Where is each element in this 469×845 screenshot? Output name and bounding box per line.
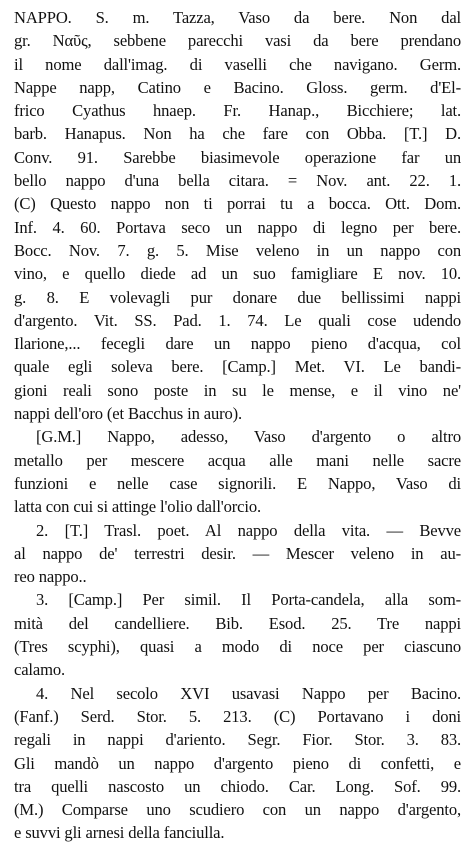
text-line: tra quelli nascosto un chiodo. Car. Long. Sof. 99. — [14, 776, 461, 796]
text-line: NAPPO. S. m. Tazza, Vaso da bere. Non dal — [14, 8, 461, 27]
text-line: calamo. — [14, 660, 66, 680]
text-line: Nappe napp, Catino e Bacino. Gloss. germ. d'El- — [14, 77, 461, 97]
text-line: bello nappo d'una bella citara. = Nov. ant. 22. 1. — [14, 171, 461, 191]
text-line: (Tres scyphi), quasi a modo di noce per ciascuno — [14, 637, 461, 657]
text-line: funzioni e nelle case signorili. E Nappo, Vaso di — [14, 473, 461, 493]
text-line: Bocc. Nov. 7. g. 5. Mise veleno in un nappo con — [14, 240, 461, 260]
text-line: Inf. 4. 60. Portava seco un nappo di legno per bere. — [14, 217, 461, 237]
text-line: regali in nappi d'ariento. Segr. Fior. Stor. 3. 83. — [14, 730, 461, 750]
text-line: reo nappo.. — [14, 567, 87, 587]
text-line: vino, e quello diede ad un suo famigliare E nov. 10. — [14, 264, 461, 284]
text-line: frico Cyathus hnaep. Fr. Hanap., Bicchiere; lat. — [14, 101, 461, 121]
text-line: g. 8. E volevagli pur donare due bellissimi nappi — [14, 287, 461, 307]
text-line: metallo per mescere acqua alle mani nelle sacre — [14, 450, 461, 470]
text-line: 2. [T.] Trasl. poet. Al nappo della vita. — Bevve — [36, 520, 461, 540]
text-line: quale egli soleva bere. [Camp.] Met. VI. Le bandi- — [14, 357, 461, 377]
text-line: barb. Hanapus. Non ha che fare con Obba. [T.] D. — [14, 124, 461, 144]
text-line: nappi dell'oro (et Bacchus in auro). — [14, 404, 242, 424]
text-line: gr. Ναῦς, sebbene parecchi vasi da bere prendano — [14, 31, 461, 51]
text-line: d'argento. Vit. SS. Pad. 1. 74. Le quali cose udendo — [14, 310, 461, 330]
text-line: Conv. 91. Sarebbe biasimevole operazione far un — [14, 147, 461, 167]
text-line: e suvvi gli arnesi della fanciulla. — [14, 823, 225, 843]
text-line: mità del candelliere. Bib. Esod. 25. Tre nappi — [14, 613, 461, 633]
text-line: latta con cui si attinge l'olio dall'orcio. — [14, 497, 261, 517]
text-line: il nome dall'imag. di vaselli che navigano. Germ. — [14, 54, 461, 74]
text-line: al nappo de' terrestri desir. — Mescer veleno in au- — [14, 543, 461, 563]
text-line: [G.M.] Nappo, adesso, Vaso d'argento o altro — [36, 427, 461, 447]
text-line: 4. Nel secolo XVI usavasi Nappo per Bacino. — [36, 683, 461, 703]
text-line: gioni reali sono poste in su le mense, e il vino ne' — [14, 380, 461, 400]
text-line: (Fanf.) Serd. Stor. 5. 213. (C) Portavano i doni — [14, 706, 461, 726]
text-line: (C) Questo nappo non ti porrai tu a bocca. Ott. Dom. — [14, 194, 461, 214]
text-line: (M.) Comparse uno scudiero con un nappo d'argento, — [14, 800, 461, 820]
text-line: Ilarione,... fecegli dare un nappo pieno d'acqua, col — [14, 334, 461, 354]
text-line: 3. [Camp.] Per simil. Il Porta-candela, alla som- — [36, 590, 461, 610]
text-line: Gli mandò un nappo d'argento pieno di confetti, e — [14, 753, 461, 773]
